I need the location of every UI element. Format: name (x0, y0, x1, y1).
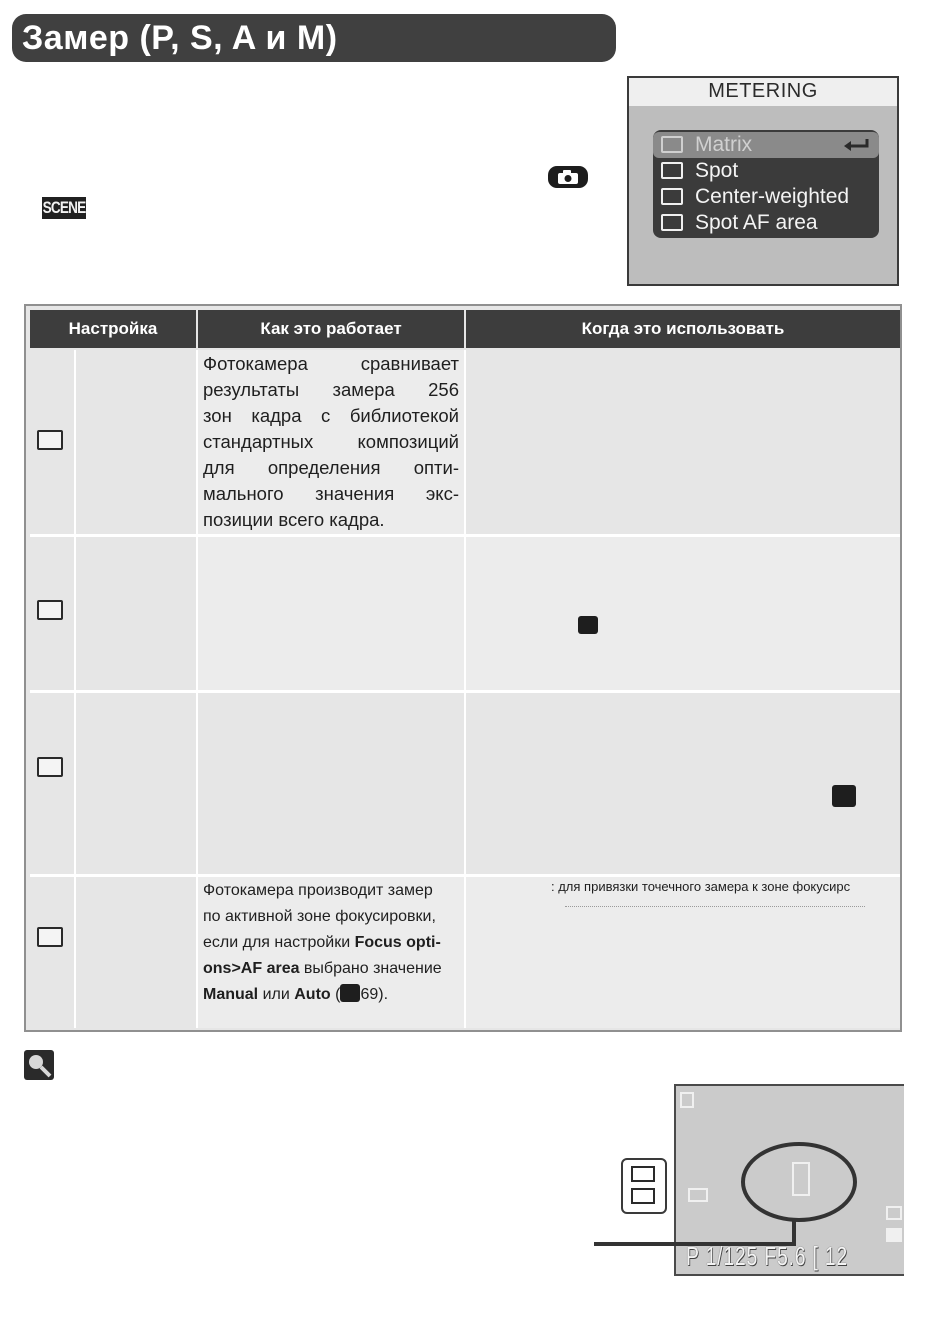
exposure-readout: P 1/125 F5.6 [ 12 (686, 1241, 848, 1271)
page-number: 69). (360, 986, 389, 1003)
title-bar (12, 14, 616, 62)
center-weighted-icon (661, 188, 683, 205)
mode-icon (680, 1092, 694, 1108)
description-line (203, 982, 461, 1008)
option-text: Manual (203, 986, 259, 1003)
matrix-metering-icon (661, 136, 683, 153)
description-line: позиции всего кадра. (203, 509, 385, 530)
spot-af-area-icon (37, 927, 63, 947)
column-divider (74, 350, 76, 1028)
spot-af-area-icon (631, 1188, 655, 1204)
table-header-setting: Настройка (30, 310, 196, 348)
metering-table (24, 304, 902, 1032)
menu-item-matrix[interactable] (653, 132, 879, 158)
description-line: Фотокамера производит замер (203, 882, 433, 899)
table-header-when: Когда это использовать (466, 310, 900, 348)
description-line: для определения опти- (203, 457, 459, 478)
menu-reference-text: ons>AF area (203, 960, 300, 977)
menu-item-label: Spot AF area (695, 211, 818, 234)
description-text: если для настройки (203, 934, 355, 951)
row-description (203, 351, 459, 533)
page-reference-icon (340, 984, 360, 1002)
page-reference-icon (578, 616, 598, 634)
metering-menu-screen (627, 76, 899, 286)
menu-item-spot-af-area[interactable] (653, 210, 879, 236)
description-line: Фотокамера сравнивает (203, 353, 459, 374)
menu-panel (653, 130, 879, 238)
description-text: или (258, 986, 295, 1003)
table-cell (198, 537, 464, 690)
option-text: Auto (294, 986, 331, 1003)
table-header-how: Как это работает (198, 310, 464, 348)
description-line: стандартных композиций (203, 431, 459, 452)
center-weighted-icon (37, 757, 63, 777)
camera-icon (557, 169, 579, 185)
enter-arrow-icon (841, 137, 871, 153)
row-description (203, 878, 461, 1008)
page-reference-icon (832, 785, 856, 807)
description-line (203, 956, 461, 982)
page-title: Замер (P, S, A и M) (22, 19, 338, 57)
spot-metering-icon (661, 162, 683, 179)
menu-item-label: Center-weighted (695, 185, 850, 208)
menu-title: METERING (708, 80, 818, 102)
spot-metering-icon (37, 600, 63, 620)
matrix-metering-icon (37, 430, 63, 450)
description-text: выбрано значение (299, 960, 442, 977)
description-text: ( (330, 986, 341, 1003)
camera-mode-badge (548, 166, 588, 188)
menu-reference-text: Focus opti- (354, 934, 441, 951)
row-divider (30, 690, 900, 693)
description-line: зон кадра с библиотекой (203, 405, 459, 426)
menu-item-center-weighted[interactable] (653, 184, 879, 210)
description-line: по активной зоне фокусировки, (203, 908, 436, 925)
center-weighted-icon (631, 1166, 655, 1182)
scene-mode-badge: SCENE (42, 198, 86, 217)
table-cell (466, 877, 900, 1028)
status-icons (886, 1206, 904, 1266)
magnifier-note-icon (24, 1050, 54, 1080)
menu-header (629, 78, 897, 106)
description-line (203, 930, 461, 956)
spot-af-area-icon (661, 214, 683, 231)
table-cell (466, 537, 900, 690)
metering-indicator-inset (621, 1158, 667, 1214)
menu-item-label: Spot (695, 159, 739, 182)
description-line: мального значения экс- (203, 483, 459, 504)
usage-text: : для привязки точечного замера к зоне фокусирс (551, 879, 851, 894)
menu-item-label: Matrix (695, 133, 753, 156)
description-line: результаты замера 256 (203, 379, 459, 400)
menu-item-spot[interactable] (653, 158, 879, 184)
faint-text-line (565, 906, 865, 913)
